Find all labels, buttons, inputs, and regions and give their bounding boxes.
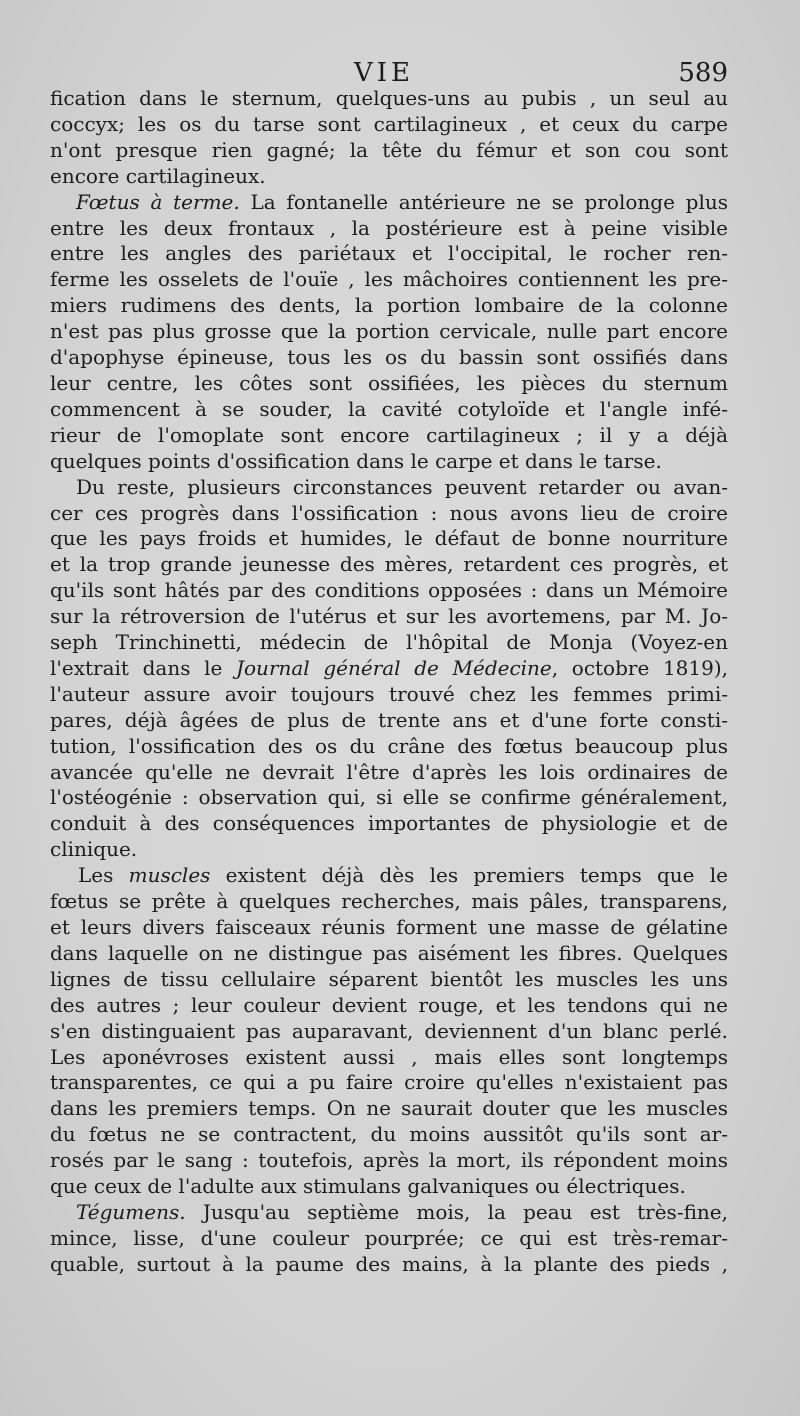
text-line: s'en distinguaient pas auparavant, deviennent d'un blanc perlé.: [50, 1018, 728, 1043]
running-title: VIE: [354, 58, 415, 88]
text-run: l'extrait dans le: [50, 655, 236, 680]
text-line: entre les deux frontaux , la postérieure est à peine visible: [50, 215, 728, 240]
section-heading: Tégumens.: [76, 1199, 186, 1224]
text-line: clinique.: [50, 837, 138, 862]
text-line: l'auteur assure avoir toujours trouvé chez les femmes primi-: [50, 681, 728, 706]
text-line: mince, lisse, d'une couleur pourprée; ce qui est très-remar-: [50, 1225, 728, 1250]
text-line: avancée qu'elle ne devrait l'être d'après les lois ordinaires de: [50, 759, 728, 784]
text-line: conduit à des conséquences importantes de physiologie et de: [50, 811, 728, 836]
body-text: [50, 86, 728, 1278]
text-run: La fontanelle antérieure ne se prolonge plus: [239, 189, 728, 214]
text-line: dans les premiers temps. On ne saurait douter que les muscles: [50, 1096, 728, 1121]
page-header: [0, 58, 800, 88]
text-line: fœtus se prête à quelques recherches, mais pâles, transparens,: [50, 889, 728, 914]
text-line: [50, 1200, 728, 1226]
text-line: l'ostéogénie : observation qui, si elle se confirme généralement,: [50, 785, 728, 810]
text-line: ferme les osselets de l'ouïe , les mâchoires contiennent les pre-: [50, 267, 728, 292]
section-heading: Fœtus à terme.: [76, 189, 240, 214]
text-line: Les aponévroses existent aussi , mais elles sont longtemps: [50, 1044, 728, 1069]
text-line: et leurs divers faisceaux réunis forment une masse de gélatine: [50, 915, 728, 939]
text-line: transparentes, ce qui a pu faire croire qu'elles n'existaient pas: [50, 1070, 728, 1095]
text-line: fication dans le sternum, quelques-uns au pubis , un seul au: [50, 86, 728, 110]
text-line: rosés par le sang : toutefois, après la mort, ils répondent moins: [50, 1148, 728, 1173]
text-line: n'est pas plus grosse que la portion cervicale, nulle part encore: [50, 319, 728, 344]
text-line: tution, l'ossification des os du crâne des fœtus beaucoup plus: [50, 733, 728, 758]
text-line: leur centre, les côtes sont ossifiées, les pièces du sternum: [50, 370, 728, 395]
text-line: n'ont presque rien gagné; la tête du fémur et son cou sont: [50, 137, 728, 162]
text-line: d'apophyse épineuse, tous les os du bassin sont ossifiés dans: [50, 345, 728, 370]
text-line: encore cartilagineux.: [50, 163, 266, 188]
text-run: Jusqu'au septième mois, la peau est très-fine,: [185, 1199, 728, 1224]
text-line: miers rudimens des dents, la portion lombaire de la colonne: [50, 293, 728, 318]
text-run: existent déjà dès les premiers temps que le: [210, 863, 728, 888]
text-line: quelques points d'ossification dans le carpe et dans le tarse.: [50, 448, 662, 473]
text-line: lignes de tissu cellulaire séparent bientôt les muscles les uns: [50, 966, 728, 991]
text-line: rieur de l'omoplate sont encore cartilagineux ; il y a déjà: [50, 422, 728, 447]
text-run: Les: [78, 863, 129, 888]
text-line: coccyx; les os du tarse sont cartilagineux , et ceux du carpe: [50, 111, 728, 136]
text-line: que les pays froids et humides, le défaut de bonne nourriture: [50, 526, 728, 551]
text-line: sur la rétroversion de l'utérus et sur les avortemens, par M. Jo-: [50, 604, 728, 629]
text-run: , octobre 1819),: [551, 655, 729, 680]
text-line: quable, surtout à la paume des mains, à la plante des pieds ,: [50, 1251, 728, 1276]
text-line: pares, déjà âgées de plus de trente ans et d'une forte consti-: [50, 707, 728, 732]
text-line: commencent à se souder, la cavité cotyloïde et l'angle infé-: [50, 396, 728, 421]
section-heading: muscles: [128, 863, 211, 888]
text-line: que ceux de l'adulte aux stimulans galvaniques ou électriques.: [50, 1174, 686, 1199]
paragraph-foetus-a-terme: [50, 190, 728, 475]
text-line: cer ces progrès dans l'ossification : nous avons lieu de croire: [50, 500, 728, 525]
page-number: 589: [678, 58, 728, 88]
paragraph-tegumens: [50, 1200, 728, 1278]
text-line: [50, 190, 728, 216]
paragraph-muscles: [50, 863, 728, 1200]
paragraph-ossification-continued: [50, 86, 728, 190]
paragraph-du-reste: [50, 475, 728, 864]
text-line: [50, 656, 728, 682]
text-line: entre les angles des pariétaux et l'occipital, le rocher ren-: [50, 241, 728, 266]
text-line: seph Trinchinetti, médecin de l'hôpital de Monja (Voyez-en: [50, 630, 728, 655]
text-line: [50, 863, 728, 889]
text-line: Du reste, plusieurs circonstances peuvent retarder ou avan-: [76, 474, 728, 499]
text-line: dans laquelle on ne distingue pas aisément les fibres. Quelques: [50, 940, 728, 965]
text-line: et la trop grande jeunesse des mères, retardent ces progrès, et: [50, 552, 728, 577]
text-line: des autres ; leur couleur devient rouge, et les tendons qui ne: [50, 992, 728, 1017]
journal-title: Journal général de Médecine: [236, 655, 552, 680]
text-line: qu'ils sont hâtés par des conditions opposées : dans un Mémoire: [50, 578, 728, 603]
text-line: du fœtus ne se contractent, du moins aussitôt qu'ils sont ar-: [50, 1122, 728, 1147]
